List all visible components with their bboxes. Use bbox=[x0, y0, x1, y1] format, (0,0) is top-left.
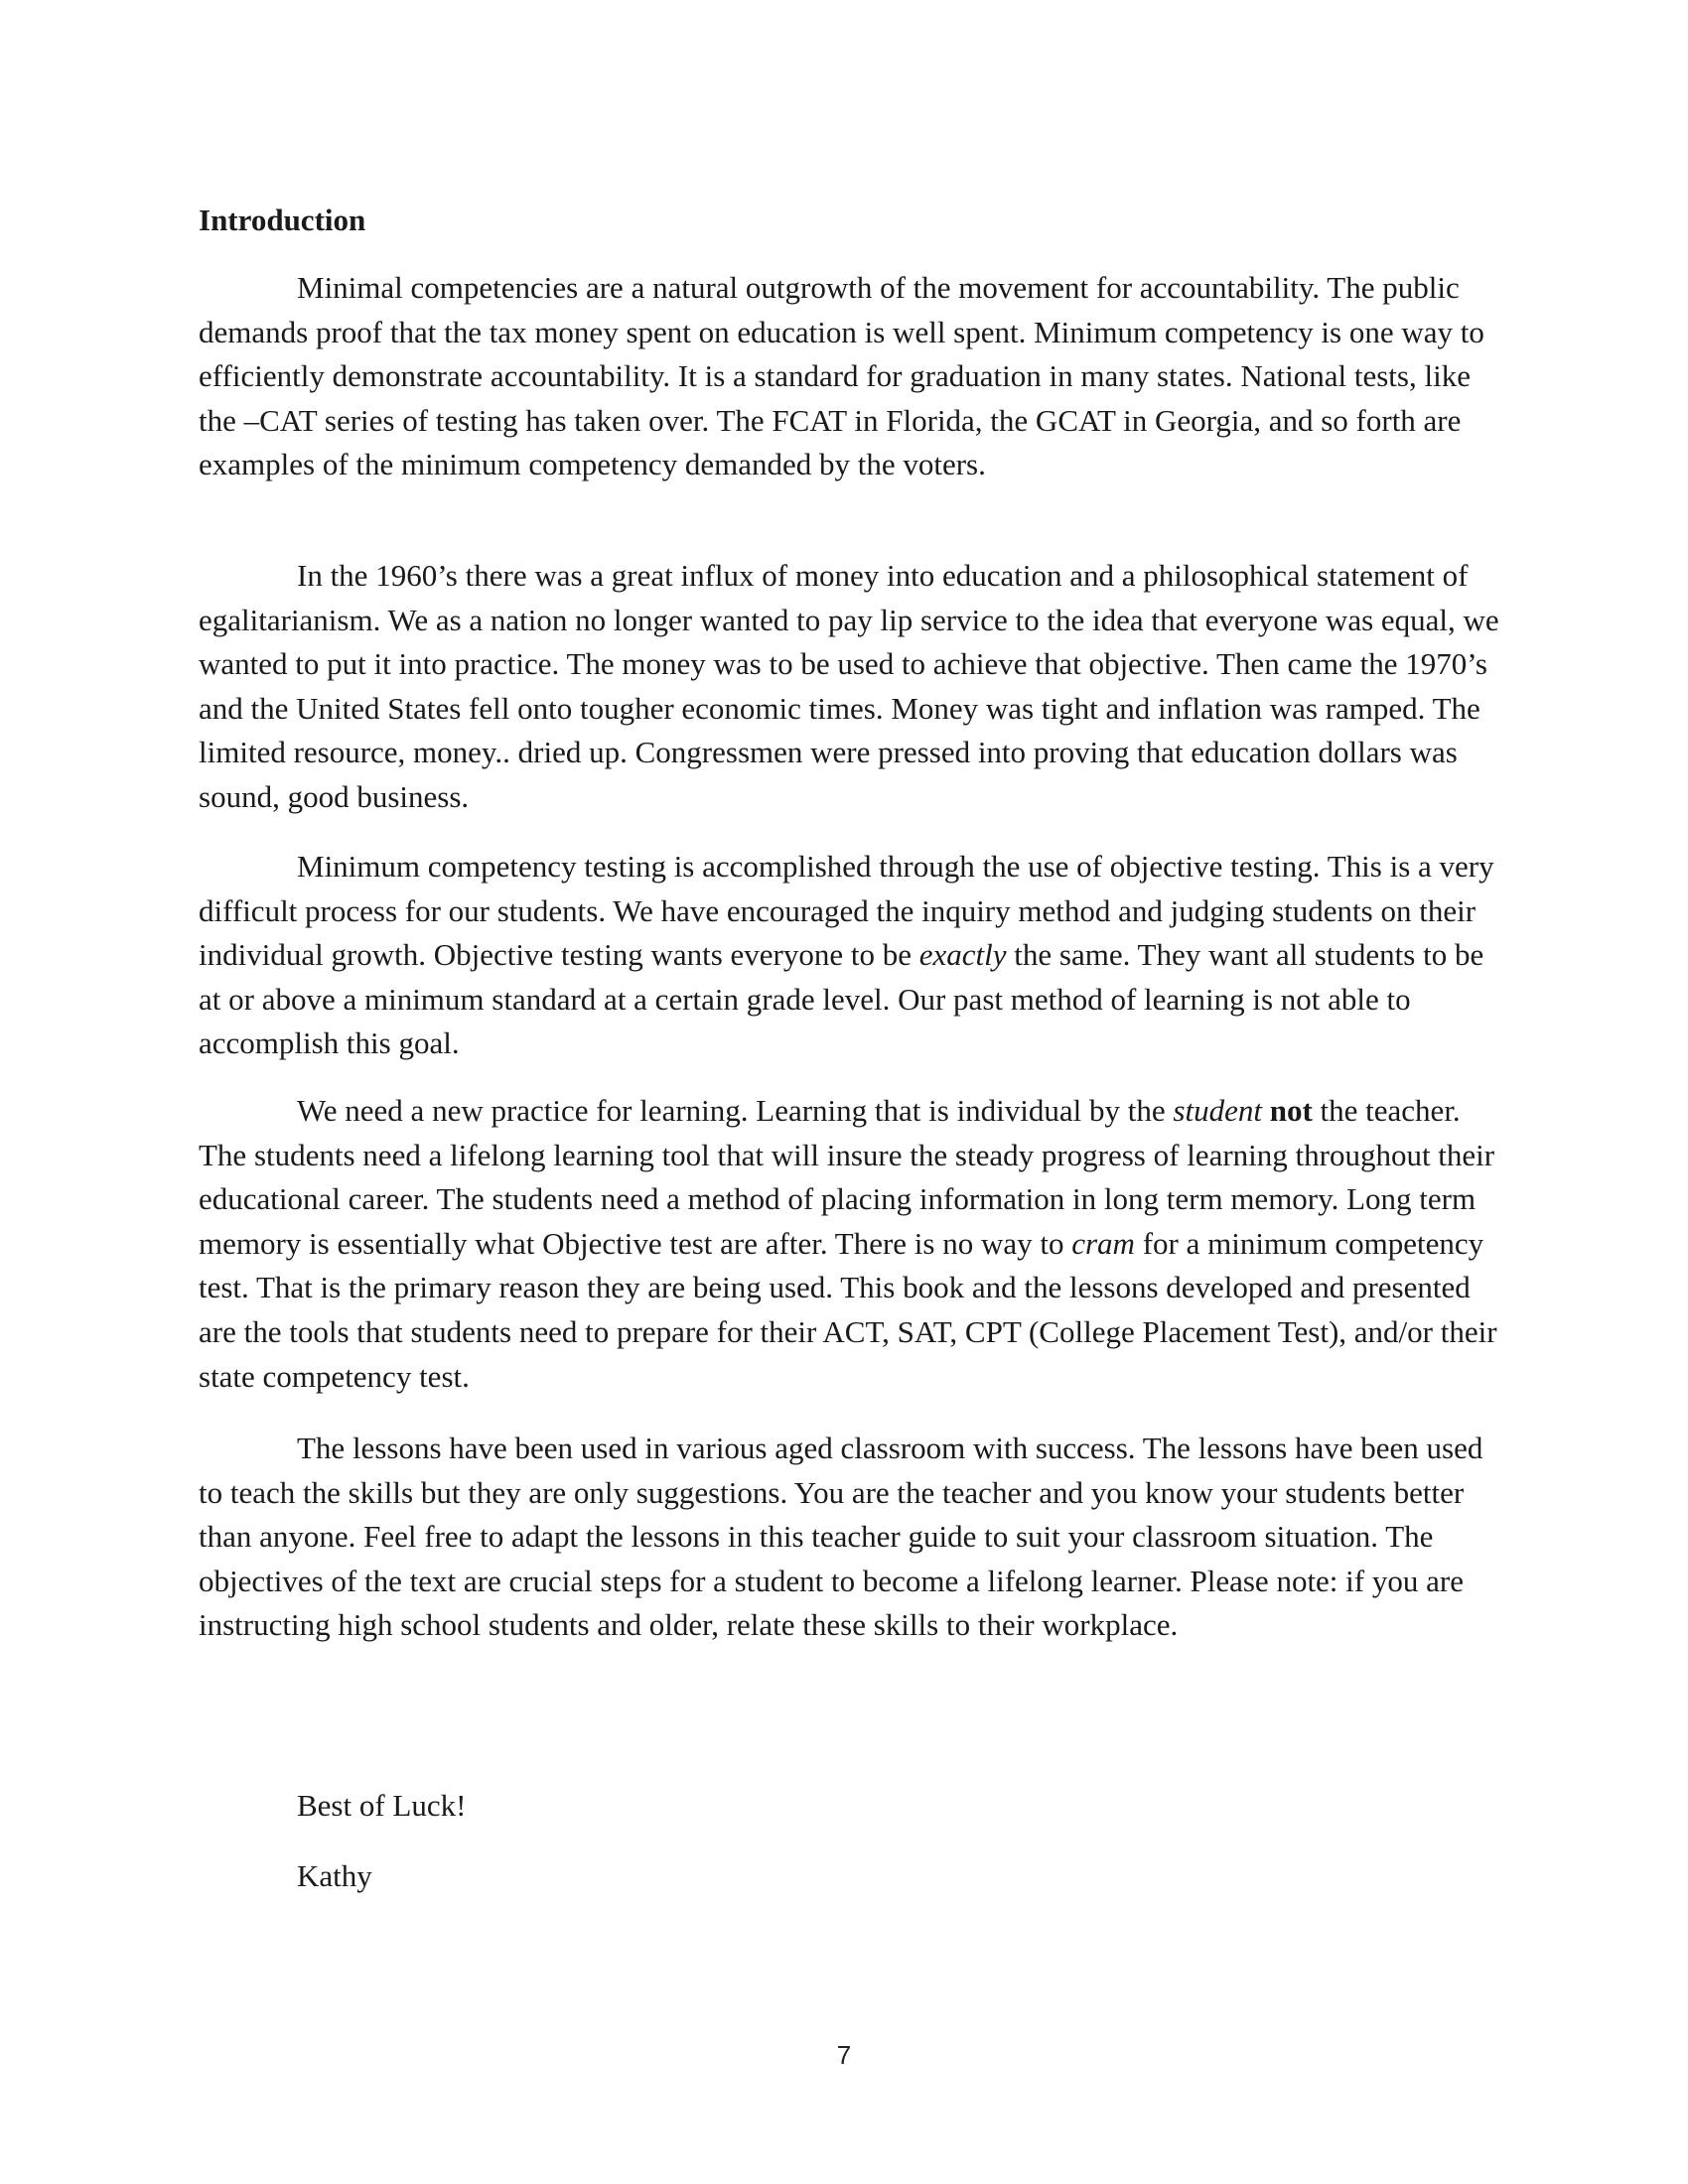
paragraph-4-text-part2: the teacher. The students need a lifelong learning tool that will insure the steady progress of learning throughout their educational career. The students need a method of placing information in long term memory. Long term memory is essentially what Objective test are after. There is no way to bbox=[199, 1093, 1495, 1261]
paragraph-4-emphasis-cram: cram bbox=[1071, 1225, 1135, 1261]
paragraph-4-bold-not: not bbox=[1269, 1093, 1313, 1128]
paragraph-3-emphasis: exactly bbox=[918, 937, 1007, 973]
paragraph-4-text-part3: for a minimum competency test. That is the primary reason they are being used. This book and the lessons developed and presented are the tools that students need to prepare for their ACT, SAT, CPT (College Placement Test), and/or their state competency test. bbox=[199, 1225, 1497, 1394]
paragraph-1: Minimal competencies are a natural outgrowth of the movement for accountability. The public demands proof that the tax money spent on education is well spent. Minimum competency is one way to efficiently demonstrate accountability. It is a standard for graduation in many states. National tests, like the –CAT series of testing has taken over. The FCAT in Florida, the GCAT in Georgia, and so forth are examples of the minimum competency demanded by the voters. bbox=[199, 270, 1484, 482]
paragraph-4-text-part1: We need a new practice for learning. Learning that is individual by the bbox=[297, 1093, 1174, 1128]
page-number: 7 bbox=[836, 2040, 852, 2070]
paragraph-4-emphasis-student: student bbox=[1173, 1093, 1262, 1128]
paragraph-5: The lessons have been used in various aged classroom with success. The lessons have been used to teach the skills but they are only suggestions. You are the teacher and you know your students better than anyone. Feel free to adapt the lessons in this teacher guide to suit your classroom situation. The objectives of the text are crucial steps for a student to become a lifelong learner. Please note: if you are instructing high school students and older, relate these skills to their workplace. bbox=[199, 1431, 1483, 1643]
paragraph-3-text-after: the same. They want all students to be at or above a minimum standard at a certain grade level. Our past method of learning is not able to accomplish this goal. bbox=[199, 937, 1484, 1061]
paragraph-2: In the 1960’s there was a great influx of money into education and a philosophical statement of egalitarianism. We as a nation no longer wanted to pay lip service to the idea that everyone was equal, we wanted to put it into practice. The money was to be used to achieve that objective. Then came the 1970’s and the United States fell onto tougher economic times. Money was tight and inflation was ramped. The limited resource, money.. dried up. Congressmen were pressed into proving that education dollars was sound, good business. bbox=[199, 558, 1499, 814]
paragraph-3 bbox=[199, 845, 1499, 1066]
closing-signature: Kathy bbox=[297, 1858, 372, 1893]
page-title: Introduction bbox=[199, 203, 366, 237]
paragraph-4 bbox=[199, 1089, 1499, 1399]
paragraph-3-text-before: Minimum competency testing is accomplished through the use of objective testing. This is a very difficult process for our students. We have encouraged the inquiry method and judging students on their individual growth. Objective testing wants everyone to be bbox=[199, 849, 1494, 973]
closing-salutation: Best of Luck! bbox=[297, 1788, 467, 1823]
paragraph-4-space bbox=[1262, 1093, 1270, 1128]
